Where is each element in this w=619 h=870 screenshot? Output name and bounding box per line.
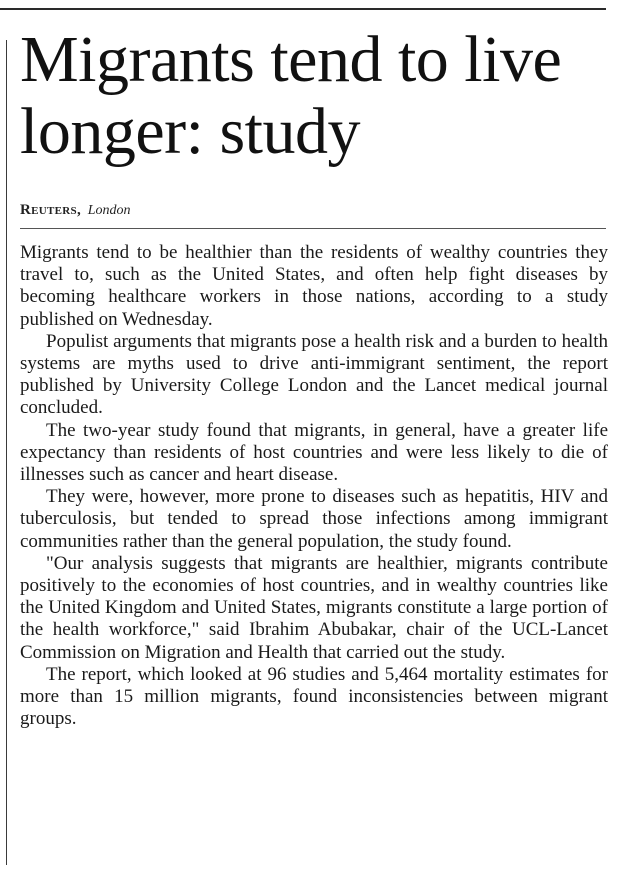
article-paragraph: Populist arguments that migrants pose a health risk and a burden to health systems are myths used to drive anti-immigrant sentiment, the report published by University College London and the Lancet medical journal concluded. [20, 330, 608, 419]
headline: Migrants tend to live longer: study [20, 23, 562, 168]
top-rule [0, 8, 606, 10]
article-body [20, 242, 608, 730]
article-paragraph: They were, however, more prone to diseases such as hepatitis, HIV and tuberculosis, but tended to spread those infections among immigrant communities rather than the general population, the study found. [20, 486, 608, 552]
article-paragraph: The two-year study found that migrants, in general, have a greater life expectancy than residents of host countries and were less likely to die of illnesses such as cancer and heart disease. [20, 419, 608, 486]
byline-rule [20, 228, 606, 229]
article-paragraph: Migrants tend to be healthier than the residents of wealthy countries they travel to, such as the United States, and often help fight diseases by becoming healthcare workers in those nations, according to a study published on Wednesday. [20, 242, 608, 330]
article-paragraph: The report, which looked at 96 studies and 5,464 mortality estimates for more than 15 million migrants, found inconsistencies between migrant groups. [20, 663, 608, 730]
column-rule [6, 40, 7, 865]
byline-agency: Reuters, [20, 202, 81, 218]
byline [20, 201, 131, 220]
byline-location: London [87, 203, 131, 218]
article-paragraph: "Our analysis suggests that migrants are healthier, migrants contribute positively to the economies of host countries, and in wealthy countries like the United Kingdom and United States, migrants constitute a large portion of the health workforce," said Ibrahim Abubakar, chair of the UCL-Lancet Commission on Migration and Health that carried out the study. [20, 552, 608, 663]
